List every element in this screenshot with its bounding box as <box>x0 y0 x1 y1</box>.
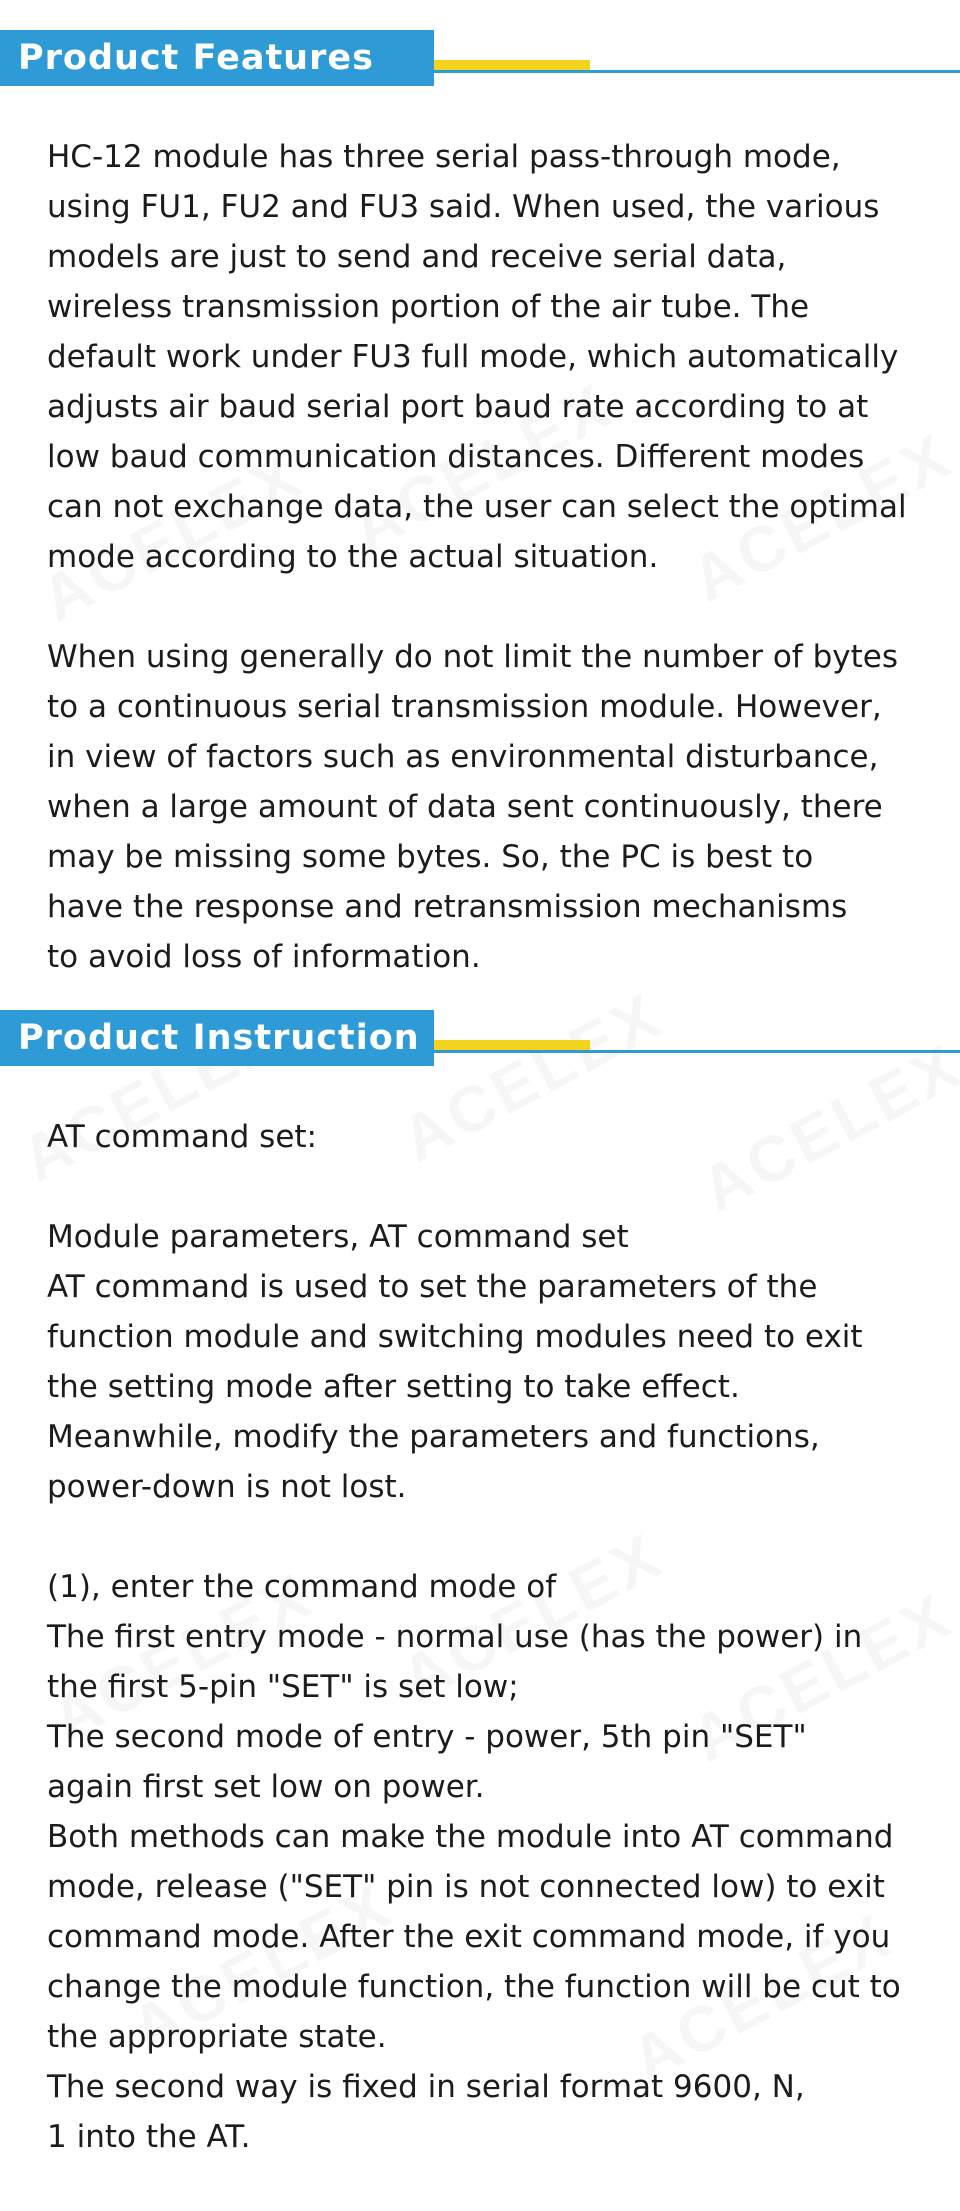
text-line: low baud communication distances. Different modes <box>47 439 865 475</box>
text-line: the appropriate state. <box>47 2019 387 2055</box>
section-title: Product Features <box>0 30 434 86</box>
section-header-features <box>0 30 960 86</box>
section-header-instruction <box>0 1010 960 1066</box>
text-line: 1 into the AT. <box>47 2119 251 2155</box>
text-line: can not exchange data, the user can select the optimal <box>47 489 907 525</box>
text-line: mode, release ("SET" pin is not connected low) to exit <box>47 1869 885 1905</box>
features-paragraph-2 <box>47 632 947 982</box>
text-line: default work under FU3 full mode, which automatically <box>47 339 899 375</box>
text-line: to avoid loss of information. <box>47 939 481 975</box>
text-line: the first 5-pin "SET" is set low; <box>47 1669 519 1705</box>
text-line: (1), enter the command mode of <box>47 1569 557 1605</box>
text-line: models are just to send and receive serial data, <box>47 239 787 275</box>
header-accent-bar <box>434 60 590 70</box>
text-line: function module and switching modules need to exit <box>47 1319 863 1355</box>
text-line: the setting mode after setting to take effect. <box>47 1369 740 1405</box>
text-line: AT command is used to set the parameters of the <box>47 1269 818 1305</box>
text-line: to a continuous serial transmission module. However, <box>47 689 882 725</box>
text-line: Meanwhile, modify the parameters and functions, <box>47 1419 820 1455</box>
text-line: change the module function, the function will be cut to <box>47 1969 901 2005</box>
text-line: The second mode of entry - power, 5th pin "SET" <box>47 1719 807 1755</box>
text-line: using FU1, FU2 and FU3 said. When used, the various <box>47 189 880 225</box>
instruction-paragraph-1 <box>47 1112 947 1162</box>
section-title: Product Instruction <box>0 1010 434 1066</box>
instruction-paragraph-2 <box>47 1212 947 1512</box>
text-line: have the response and retransmission mechanisms <box>47 889 848 925</box>
text-line: The first entry mode - normal use (has the power) in <box>47 1619 863 1655</box>
text-line: AT command set: <box>47 1119 317 1155</box>
text-line: Module parameters, AT command set <box>47 1219 629 1255</box>
header-accent-bar <box>434 1040 590 1050</box>
text-line: HC-12 module has three serial pass-through mode, <box>47 139 841 175</box>
features-paragraph-1 <box>47 132 947 582</box>
text-line: wireless transmission portion of the air tube. The <box>47 289 810 325</box>
instruction-paragraph-3 <box>47 1562 947 2162</box>
text-line: When using generally do not limit the number of bytes <box>47 639 898 675</box>
text-line: command mode. After the exit command mode, if you <box>47 1919 891 1955</box>
text-line: adjusts air baud serial port baud rate according to at <box>47 389 869 425</box>
text-line: Both methods can make the module into AT command <box>47 1819 894 1855</box>
text-line: power-down is not lost. <box>47 1469 407 1505</box>
header-rule <box>434 70 960 73</box>
text-line: mode according to the actual situation. <box>47 539 659 575</box>
header-rule <box>434 1050 960 1053</box>
text-line: again first set low on power. <box>47 1769 485 1805</box>
text-line: may be missing some bytes. So, the PC is best to <box>47 839 814 875</box>
text-line: in view of factors such as environmental disturbance, <box>47 739 879 775</box>
text-line: The second way is fixed in serial format 9600, N, <box>47 2069 805 2105</box>
text-line: when a large amount of data sent continuously, there <box>47 789 883 825</box>
